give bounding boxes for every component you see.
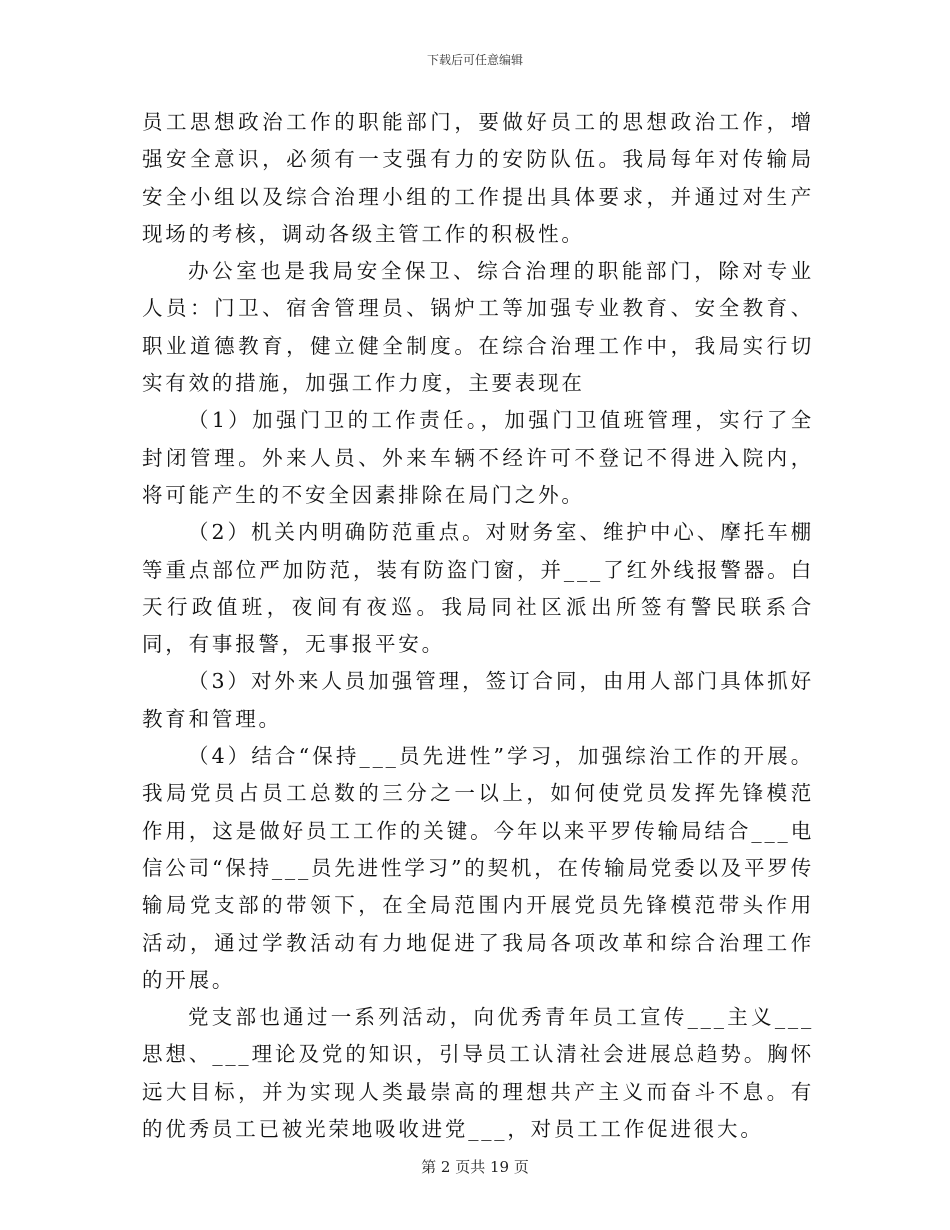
paragraph-7: 党支部也通过一系列活动，向优秀青年员工宣传___主义___思想、___理论及党的知识，引导员工认清社会进展总趋势。胸怀远大目标，并为实现人类最崇高的理想共产主义而奋斗不息。有的优秀员工已被光荣地吸收进党___，对员工工作促进很大。 (142, 1005, 814, 1142)
document-body (142, 104, 814, 1148)
page-header: 下载后可任意编辑 (426, 53, 523, 67)
paragraph-6: （4）结合“保持___员先进性”学习，加强综治工作的开展。我局党员占员工总数的三分之一以上，如何使党员发挥先锋模范作用，这是做好员工工作的关键。今年以来平罗传输局结合___电信公司“保持___员先进性学习”的契机，在传输局党委以及平罗传输局党支部的带领下，在全局范围内开展党员先锋模范带头作用活动，通过学教活动有力地促进了我局各项改革和综合治理工作的开展。 (142, 744, 814, 992)
paragraph-2: 办公室也是我局安全保卫、综合治理的职能部门，除对专业人员：门卫、宿舍管理员、锅炉工等加强专业教育、安全教育、职业道德教育，健立健全制度。在综合治理工作中，我局实行切实有效的措施，加强工作力度，主要表现在 (142, 259, 814, 396)
paragraph-4: （2）机关内明确防范重点。对财务室、维护中心、摩托车棚等重点部位严加防范，装有防盗门窗，并___了红外线报警器。白天行政值班，夜间有夜巡。我局同社区派出所签有警民联系合同，有事报警，无事报平安。 (142, 520, 814, 657)
paragraph-1: 员工思想政治工作的职能部门，要做好员工的思想政治工作，增强安全意识，必须有一支强有力的安防队伍。我局每年对传输局安全小组以及综合治理小组的工作提出具体要求，并通过对生产现场的考核，调动各级主管工作的积极性。 (142, 110, 814, 246)
paragraph-3: （1）加强门卫的工作责任。，加强门卫值班管理，实行了全封闭管理。外来人员、外来车辆不经许可不登记不得进入院内，将可能产生的不安全因素排除在局门之外。 (142, 408, 814, 507)
page-number: 第 2 页共 19 页 (421, 1158, 529, 1176)
paragraph-5: （3）对外来人员加强管理，签订合同，由用人部门具体抓好教育和管理。 (142, 669, 814, 731)
